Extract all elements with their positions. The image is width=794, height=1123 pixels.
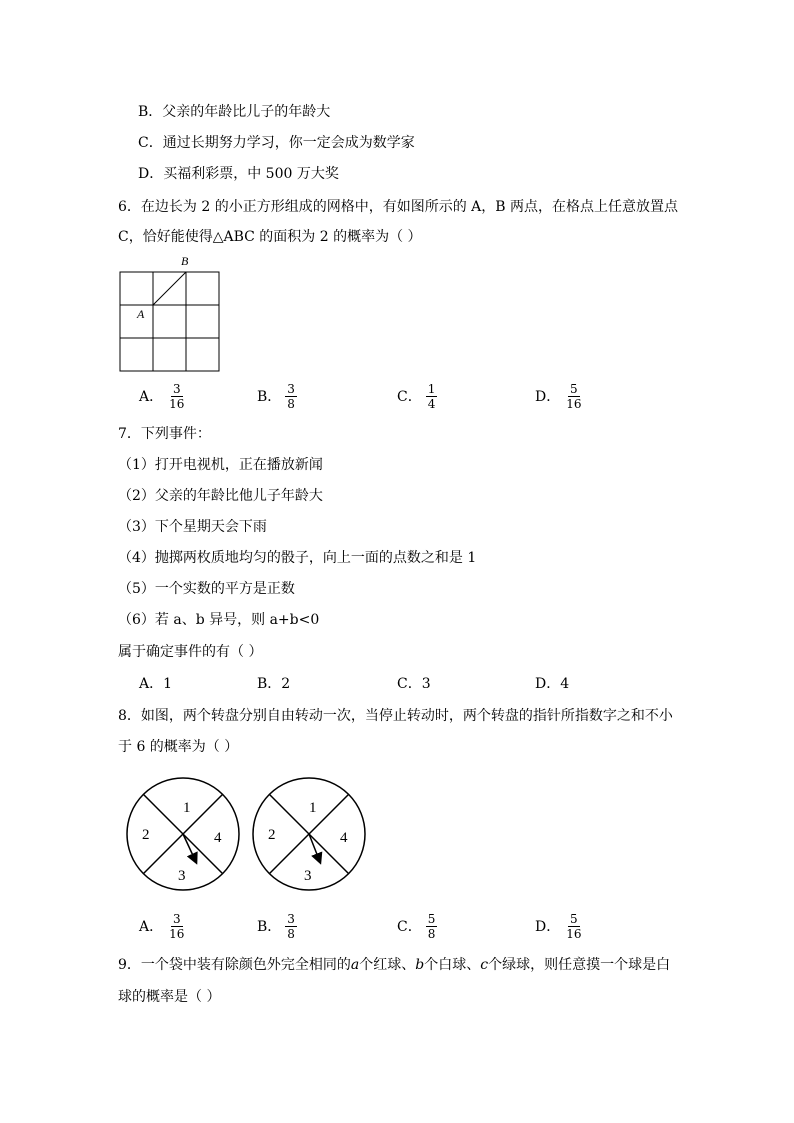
q8-stem-line2: 于 6 的概率为（ ） [118, 739, 239, 755]
q6-stem-line2: C，恰好能使得△ABC 的面积为 2 的概率为（ ） [118, 229, 422, 245]
q7-item-3: （3）下个星期天会下雨 [118, 519, 267, 535]
fraction: $\frac{3}{16}$ [169, 912, 185, 941]
fraction: $\frac{3}{8}$ [287, 382, 295, 411]
q7-stem: 7．下列事件： [118, 426, 211, 442]
fraction: $\frac{3}{8}$ [287, 912, 295, 941]
q5-option-d: D．买福利彩票，中 500 万大奖 [138, 166, 339, 182]
variable-c: c [480, 957, 489, 973]
fraction: $\frac{1}{4}$ [427, 382, 436, 411]
q8-option-c: C． $\frac{5}{8}$ [397, 912, 436, 941]
q6-option-a: A． $\frac{3}{16}$ [139, 382, 185, 411]
q8-option-b: B． $\frac{3}{8}$ [257, 912, 295, 941]
q7-option-b: B．2 [257, 676, 291, 692]
spinner-number: 2 [142, 827, 150, 843]
fraction: $\frac{5}{16}$ [566, 912, 582, 941]
fraction: $\frac{5}{8}$ [427, 912, 436, 941]
q7-option-a: A．1 [139, 676, 173, 692]
q7-question: 属于确定事件的有（ ） [118, 644, 263, 660]
q9-stem-line2: 球的概率是（ ） [118, 989, 221, 1005]
q7-option-d: D．4 [535, 676, 570, 692]
spinner-number: 1 [183, 800, 191, 816]
point-b-label: B [181, 254, 189, 268]
spinner-right-numbers [268, 800, 348, 884]
spinners-figure [120, 776, 380, 896]
variable-a: a [350, 957, 360, 973]
q5-option-c: C．通过长期努力学习，你一定会成为数学家 [138, 135, 415, 151]
spinner-number: 3 [304, 868, 312, 884]
q6-option-b: B． $\frac{3}{8}$ [257, 382, 295, 411]
fraction: $\frac{5}{16}$ [566, 382, 582, 411]
spinner-number: 2 [268, 827, 276, 843]
q6-grid-figure [115, 250, 225, 375]
q7-option-c: C．3 [397, 676, 431, 692]
spinner-left-numbers [142, 800, 222, 884]
fraction: $\frac{3}{16}$ [169, 382, 185, 411]
spinner-number: 1 [309, 800, 317, 816]
q7-item-5: （5）一个实数的平方是正数 [118, 581, 295, 597]
spinner-number: 3 [178, 868, 186, 884]
q9-stem-line1: 9．一个袋中装有除颜色外完全相同的a个红球、b个白球、c个绿球，则任意摸一个球是白 [118, 957, 671, 973]
q7-item-2: （2）父亲的年龄比他儿子年龄大 [118, 488, 323, 504]
q6-stem-line1: 6．在边长为 2 的小正方形组成的网格中，有如图所示的 A，B 两点，在格点上任意放置点 [118, 199, 679, 215]
q6-option-d: D． $\frac{5}{16}$ [535, 382, 582, 411]
q6-option-c: C． $\frac{1}{4}$ [397, 382, 436, 411]
q7-item-1: （1）打开电视机，正在播放新闻 [118, 457, 323, 473]
spinner-number: 4 [340, 830, 348, 846]
q7-item-4: （4）抛掷两枚质地均匀的骰子，向上一面的点数之和是 1 [118, 550, 477, 566]
q8-option-a: A． $\frac{3}{16}$ [139, 912, 185, 941]
q7-item-6: （6）若 a、b 异号，则 a+b<0 [118, 612, 320, 628]
point-a-label: A [137, 307, 145, 321]
q8-stem-line1: 8．如图，两个转盘分别自由转动一次，当停止转动时，两个转盘的指针所指数字之和不小 [118, 708, 673, 724]
spinner-number: 4 [214, 830, 222, 846]
variable-b: b [415, 957, 425, 973]
q8-option-d: D． $\frac{5}{16}$ [535, 912, 582, 941]
q5-option-b: B．父亲的年龄比儿子的年龄大 [138, 104, 331, 120]
